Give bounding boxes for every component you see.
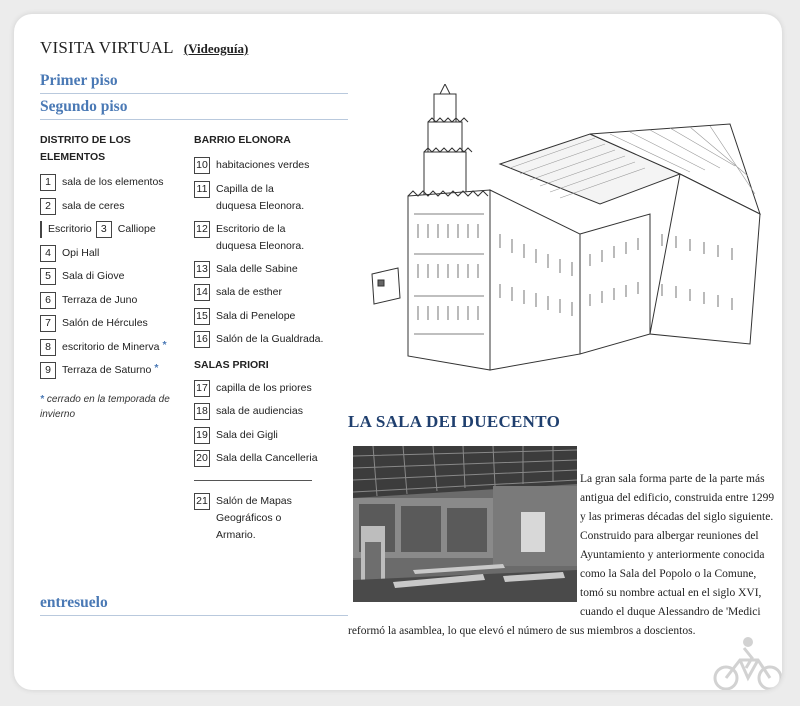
divider <box>194 480 312 481</box>
room-number: 20 <box>194 450 210 467</box>
room-17[interactable] <box>194 380 344 404</box>
room-number: 9 <box>40 362 56 379</box>
room-number: 2 <box>40 198 56 215</box>
room-20[interactable] <box>194 450 344 474</box>
room-number: 1 <box>40 174 56 191</box>
second-floor-link[interactable]: Segundo piso <box>40 98 348 120</box>
room-number: 18 <box>194 403 210 420</box>
room-label: Capilla de la duquesa Eleonora. <box>216 182 305 212</box>
room-13[interactable] <box>194 261 344 285</box>
room-5[interactable] <box>40 268 190 292</box>
room-label: capilla de los priores <box>216 381 312 394</box>
room-label: Escritorio <box>48 223 92 235</box>
room-6[interactable] <box>40 292 190 316</box>
page-title: VISITA VIRTUAL <box>40 38 174 57</box>
room-label: habitaciones verdes <box>216 159 310 171</box>
room-number: 11 <box>194 181 210 198</box>
room-label: Sala di Giove <box>62 270 125 282</box>
asterisk-mark: * <box>162 338 167 351</box>
mezzanine-link[interactable]: entresuelo <box>40 594 348 616</box>
room-number: 6 <box>40 292 56 309</box>
room-1[interactable] <box>40 174 190 198</box>
cyclist-logo <box>708 634 782 690</box>
room-number: 13 <box>194 261 210 278</box>
room-label: Opi Hall <box>62 246 100 259</box>
room-label: Salón de la Gualdrada. <box>216 333 324 345</box>
room-label: sala de ceres <box>62 199 125 212</box>
room-11[interactable] <box>194 181 344 221</box>
palace-illustration[interactable] <box>350 84 770 384</box>
asterisk-mark: * <box>154 362 159 374</box>
room-label: sala de audiencias <box>216 405 303 417</box>
room-label: Sala di Penelope <box>216 309 296 322</box>
sala-description: La gran sala forma parte de la parte más antigua del edificio, construida entre 1299 y las primeras décadas del siglo siguiente. Construido para albergar reuniones del Ayuntamiento y anteriormente conocida como la Sala del Popolo o la Comune, tomó su nombre actual en el siglo XVI, cuando el duque Alessandro de 'Medici reformó la asamblea, lo que elevó el número de sus miembros a doscientos. <box>348 473 775 637</box>
room-number: 15 <box>194 308 210 325</box>
room-number: 8 <box>40 339 56 356</box>
room-label: Salón de Mapas Geográficos o Armario. <box>216 494 292 541</box>
barrio-title: BARRIO ELONORA <box>194 134 291 146</box>
room-15[interactable] <box>194 308 344 332</box>
room-19[interactable] <box>194 427 344 451</box>
elonora-column <box>194 132 344 549</box>
page-header <box>40 38 248 58</box>
content-card <box>14 14 782 690</box>
room-label: Sala della Cancelleria <box>216 452 318 464</box>
room-21[interactable] <box>194 493 344 549</box>
room-8[interactable] <box>40 339 190 363</box>
room-number: 7 <box>40 315 56 332</box>
room-12[interactable] <box>194 221 344 261</box>
room-number: 16 <box>194 331 210 348</box>
room-label: Sala delle Sabine <box>216 262 298 275</box>
room-number: 5 <box>40 268 56 285</box>
room-number: 12 <box>194 221 210 238</box>
room-label: Terraza de Saturno <box>62 364 152 376</box>
first-floor-link[interactable]: Primer piso <box>40 72 348 94</box>
room-number-empty <box>40 221 42 238</box>
room-7[interactable] <box>40 315 190 339</box>
room-label: Calliope <box>117 223 156 235</box>
room-number: 19 <box>194 427 210 444</box>
room-number: 21 <box>194 493 210 510</box>
room-number: 14 <box>194 284 210 301</box>
room-9[interactable] <box>40 362 190 386</box>
room-number: 17 <box>194 380 210 397</box>
room-2[interactable] <box>40 198 190 222</box>
room-label: Sala dei Gigli <box>216 428 278 441</box>
room-label: sala de los elementos <box>62 176 164 188</box>
room-label: Terraza de Juno <box>62 293 138 306</box>
room-10[interactable] <box>194 157 344 181</box>
room-16[interactable] <box>194 331 344 355</box>
room-label: Salón de Hércules <box>62 317 148 329</box>
room-3[interactable] <box>40 221 190 245</box>
videoguide-link[interactable]: (Videoguía) <box>183 41 249 56</box>
room-4[interactable] <box>40 245 190 269</box>
district-title: DISTRITO DE LOS ELEMENTOS <box>40 134 131 163</box>
room-number: 3 <box>96 221 112 238</box>
room-label: escritorio de Minerva <box>62 340 160 353</box>
room-label: Escritorio de la duquesa Eleonora. <box>216 222 305 252</box>
winter-note: * cerrado en la temporada de invierno <box>40 393 170 420</box>
priori-title: SALAS PRIORI <box>194 358 269 371</box>
room-number: 10 <box>194 157 210 174</box>
room-label: sala de esther <box>216 286 282 298</box>
room-18[interactable] <box>194 403 344 427</box>
sala-title: LA SALA DEI DUECENTO <box>348 412 561 431</box>
elementos-column <box>40 132 190 422</box>
room-14[interactable] <box>194 284 344 308</box>
room-number: 4 <box>40 245 56 262</box>
